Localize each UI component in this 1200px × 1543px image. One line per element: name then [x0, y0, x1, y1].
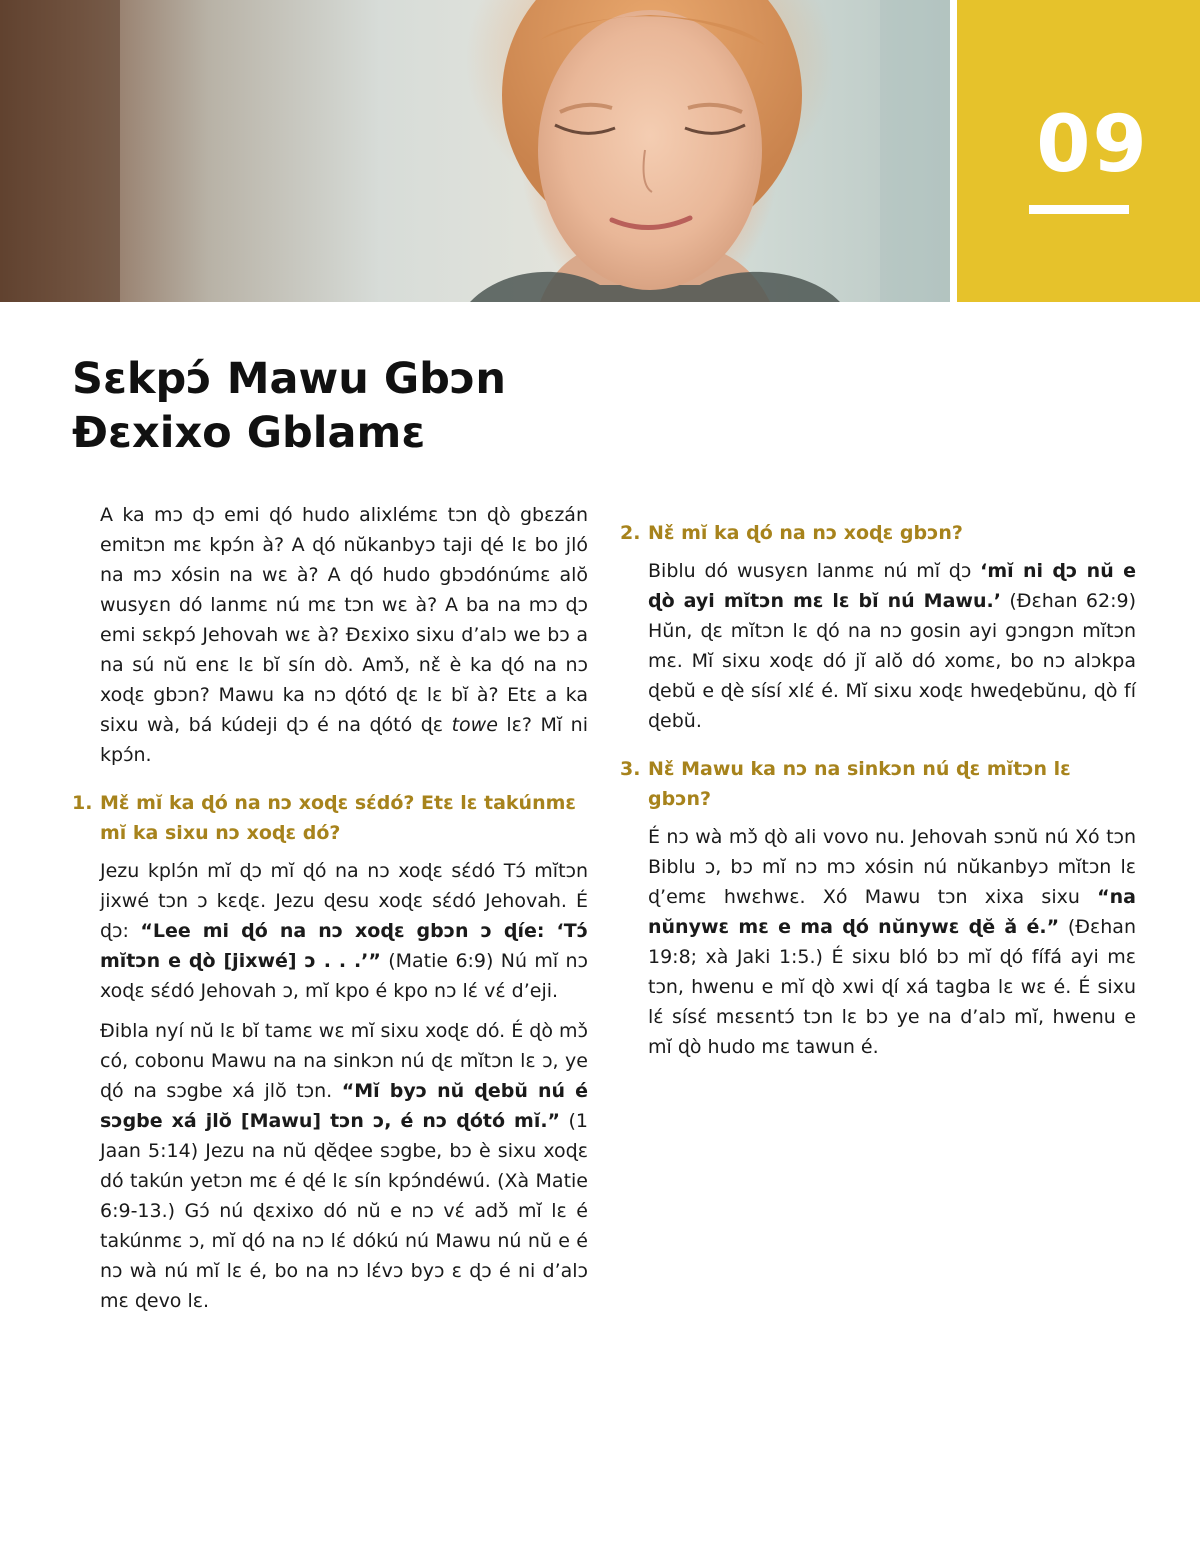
- page-title: [72, 352, 672, 460]
- title-line-1: Sɛkpɔ́ Mawu Gbɔn: [72, 354, 507, 404]
- lesson-number-block: [957, 0, 1200, 302]
- q1-p1-quote: “Lee mi ɖó na nɔ xoɖɛ gbɔn ɔ ɖíe: ‘Tɔ́ mĭtɔn e ɖò [jixwé] ɔ . . .’”: [100, 920, 588, 972]
- q3-p1-text-1: É nɔ wà mɔ̌ ɖò ali vovo nu. Jehovah sɔnŭ nú Xó tɔn Biblu ɔ, bɔ mĭ nɔ mɔ xósin nú nŭkanbyɔ mĭtɔn lɛ ɖ’emɛ hwɛhwɛ. Xó Mawu tɔn xixa sixu: [648, 826, 1136, 908]
- q3-p1-quote: “na nŭnywɛ mɛ e ma ɖó nŭnywɛ ɖĕ ǎ é.”: [648, 886, 1136, 938]
- intro-text-3: lɛ? Mĭ ni kpɔ́n.: [100, 714, 588, 766]
- question-3-paragraph-1: [648, 822, 1136, 1062]
- q3-p1-text-2: (Ɖɛhan 19:8; xà Jaki 1:5.) É sixu bló bɔ mĭ ɖó fífá ayi mɛ tɔn, hwenu e mĭ ɖò xwi ɖí xá tagba lɛ wɛ é. É sixu lɛ́ sísɛ́ mɛsɛntɔ́ tɔn lɛ bɔ ye na d’alɔ mĭ, hwenu e mĭ ɖò hudo mɛ tawun é.: [648, 916, 1136, 1058]
- question-2-heading: [620, 518, 1136, 548]
- q1-p2-text-1: Ðibla nyí nŭ lɛ bĭ tamɛ wɛ mĭ sixu xoɖɛ dó. É ɖò mɔ̌ có, cobonu Mawu na na sinkɔn nú ɖɛ mĭtɔn lɛ ɔ, ye ɖó na sɔgbe xá jlŏ tɔn.: [100, 1020, 588, 1102]
- intro-italic: towe: [451, 714, 498, 736]
- q1-p2-text-2: (1 Jaan 5:14) Jezu na nŭ ɖĕɖee sɔgbe, bɔ è sixu xoɖɛ dó takún yetɔn mɛ é ɖé lɛ sín kpɔ́ndéwú. (Xà Matie 6:9-13.) Gɔ́ nú ɖɛxixo dó nŭ e nɔ vɛ́ adɔ̌ mĭ lɛ é takúnmɛ ɔ, mĭ ɖó na nɔ lɛ́ dókú nú Mawu nú nŭ e é nɔ wà nú mĭ lɛ é, bo na nɔ lɛ́vɔ byɔ ɛ ɖɔ é ni d’alɔ mɛ ɖevo lɛ.: [100, 1110, 588, 1312]
- q1-p1-text-2: (Matie 6:9) Nú mĭ nɔ xoɖɛ sɛ́dó Jehovah ɔ, mĭ kpo é kpo nɔ lɛ́ vɛ́ d’eji.: [100, 950, 588, 1002]
- question-1-number: 1.: [72, 792, 93, 814]
- left-column: [72, 500, 588, 1326]
- q2-p1-text-1: Biblu dó wusyɛn lanmɛ nú mĭ ɖɔ: [648, 560, 981, 582]
- q1-p1-text-1: Jezu kplɔ́n mĭ ɖɔ mĭ ɖó na nɔ xoɖɛ sɛ́dó Tɔ́ mĭtɔn jixwé tɔn ɔ kɛɖɛ. Jezu ɖesu xoɖɛ sɛ́dó Jehovah. É ɖɔ:: [100, 860, 588, 942]
- question-3-number: 3.: [620, 758, 641, 780]
- question-1-text: Mɛ̌ mĭ ka ɖó na nɔ xoɖɛ sɛ́dó? Etɛ lɛ takúnmɛ mĭ ka sixu nɔ xoɖɛ dó?: [100, 792, 576, 844]
- intro-paragraph: [100, 500, 588, 770]
- hero-photo: [0, 0, 950, 302]
- question-2-paragraph-1: [648, 556, 1136, 736]
- q2-p1-text-2: (Ɖɛhan 62:9) Hŭn, ɖɛ mĭtɔn lɛ ɖó na nɔ gosin ayi gɔngɔn mĭtɔn mɛ. Mĭ sixu xoɖɛ dó jĭ alŏ dó xomɛ, bo nɔ alɔkpa ɖebŭ e ɖè sísí xlɛ́ é. Mĭ sixu xoɖɛ hweɖebŭnu, ɖò fí ɖebŭ.: [648, 590, 1136, 732]
- question-1-paragraph-1: [100, 856, 588, 1006]
- right-column: [620, 500, 1136, 1072]
- lesson-number: 09: [1036, 100, 1149, 190]
- q2-p1-quote: ‘mĭ ni ɖɔ nŭ e ɖò ayi mĭtɔn mɛ lɛ bĭ nú Mawu.’: [648, 560, 1136, 612]
- question-1-heading: [72, 788, 588, 848]
- lesson-number-underline: [1029, 205, 1129, 214]
- praying-woman-illustration: [0, 0, 950, 302]
- q1-p2-quote: “Mĭ byɔ nŭ ɖebŭ nú é sɔgbe xá jlŏ [Mawu] tɔn ɔ, é nɔ ɖótó mĭ.”: [100, 1080, 589, 1132]
- intro-text-1: A ka mɔ ɖɔ emi ɖó hudo alixlémɛ tɔn ɖò gbɛzán emitɔn mɛ kpɔ́n à? A ɖó nŭkanbyɔ taji ɖé lɛ bo jló na mɔ xósin na wɛ à? A ɖó hudo gbɔdónúmɛ alŏ wusyɛn dó lanmɛ nú mɛ tɔn wɛ à? A ba na mɔ ɖɔ emi sɛkpɔ́ Jehovah wɛ à? Ɖɛxixo sixu d’alɔ we bɔ a na sú nŭ enɛ lɛ bĭ sín dò. Amɔ̌, nɛ̌ è ka ɖó na nɔ xoɖɛ gbɔn? Mawu ka nɔ ɖótó ɖɛ lɛ bĭ à? Etɛ a ka sixu wà, bá kúdeji ɖɔ é na ɖótó ɖɛ: [100, 504, 588, 736]
- question-2-number: 2.: [620, 522, 641, 544]
- title-line-2: Ɖɛxixo Gblamɛ: [72, 408, 426, 458]
- question-3-text: Nɛ̌ Mawu ka nɔ na sinkɔn nú ɖɛ mĭtɔn lɛ gbɔn?: [648, 758, 1071, 810]
- question-3-heading: [620, 754, 1136, 814]
- question-1-paragraph-2: [100, 1016, 588, 1316]
- question-2-text: Nɛ̌ mĭ ka ɖó na nɔ xoɖɛ gbɔn?: [648, 522, 963, 544]
